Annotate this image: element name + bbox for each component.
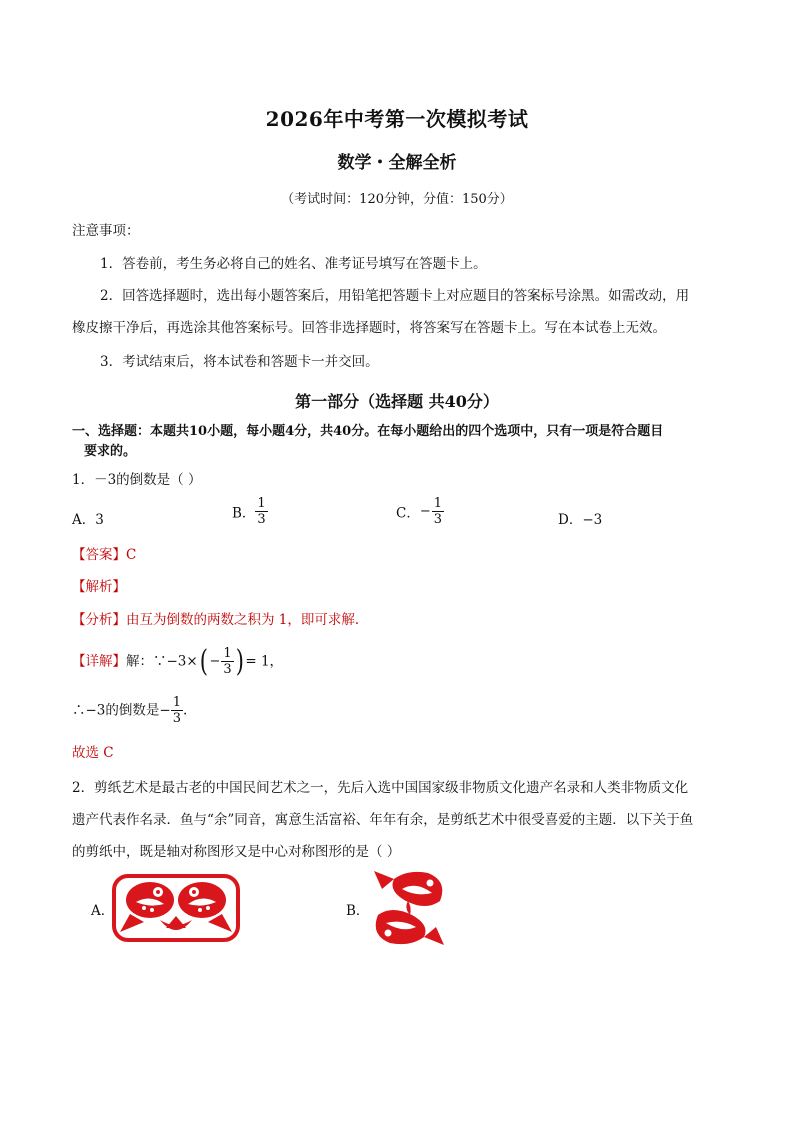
q2-option-a-label: A． bbox=[91, 903, 115, 919]
q1-conclusion bbox=[72, 695, 187, 726]
notice-item-1: 1．答卷前，考生务必将自己的姓名、准考证号填写在答题卡上。 bbox=[100, 256, 487, 272]
q1-option-a-label: A． bbox=[72, 512, 96, 528]
fraction-denominator: 3 bbox=[223, 662, 232, 677]
fraction-denominator: 3 bbox=[433, 512, 443, 527]
notice-item-2-line2: 橡皮擦干净后，再选涂其他答案标号。回答非选择题时，将答案写在答题卡上。写在本试卷上无效。 bbox=[72, 320, 666, 336]
fenxi-tag: 【分析】 bbox=[72, 612, 126, 628]
q1-option-a bbox=[72, 508, 104, 528]
conclusion-fraction bbox=[171, 695, 183, 726]
notice-item-3: 3．考试结束后，将本试卷和答题卡一并交回。 bbox=[100, 354, 379, 370]
q2-option-b-label: B． bbox=[346, 903, 370, 919]
q2-line1: 2．剪纸艺术是最古老的中国民间艺术之一，先后入选中国国家级非物质文化遗产名录和人类非物质文化 bbox=[72, 780, 689, 796]
q1-analysis-tag: 【解析】 bbox=[72, 579, 126, 595]
conclusion-prefix: ∴−3的倒数是− bbox=[72, 702, 171, 719]
q1-option-d-label: D． bbox=[558, 512, 583, 528]
notice-item-2-line1: 2．回答选择题时，选出每小题答案后，用铅笔把答题卡上对应题目的答案标号涂黑。如需改动，用 bbox=[100, 288, 690, 304]
detail-suffix: = 1， bbox=[245, 653, 284, 670]
papercut-fish-pair-image bbox=[110, 872, 242, 944]
section-intro-line1: 一、选择题：本题共10小题，每小题4分，共40分。在每小题给出的四个选项中，只有一项是符合题目 bbox=[72, 424, 664, 439]
minus-sign: − bbox=[419, 504, 431, 519]
answer-value: C bbox=[126, 547, 137, 563]
q1-answer bbox=[72, 545, 136, 565]
answer-tag: 【答案】 bbox=[72, 547, 126, 563]
q1-option-c-label: C． bbox=[396, 505, 420, 522]
section-heading: 第一部分（选择题 共40分） bbox=[295, 392, 499, 411]
q1-choice: 故选 C bbox=[72, 745, 114, 761]
q1-option-b-fraction bbox=[255, 496, 267, 527]
q1-option-d bbox=[558, 508, 602, 528]
q1-option-b bbox=[232, 496, 268, 527]
fraction-numerator: 1 bbox=[172, 695, 181, 710]
page-title: 2026年中考第一次模拟考试 bbox=[265, 107, 529, 131]
page-subtitle: 数学・全解全析 bbox=[337, 153, 457, 173]
detail-tag: 【详解】 bbox=[72, 653, 126, 670]
fraction-numerator: 1 bbox=[257, 496, 266, 511]
section-intro-line2: 要求的。 bbox=[84, 444, 137, 459]
q2-line3: 的剪纸中，既是轴对称图形又是中心对称图形的是（ ） bbox=[72, 844, 401, 860]
papercut-twin-fish-image bbox=[368, 867, 450, 949]
q1-option-c bbox=[396, 496, 444, 527]
q1-detail bbox=[72, 643, 284, 679]
exam-meta: （考试时间：120分钟，分值：150分） bbox=[281, 192, 513, 207]
fraction-denominator: 3 bbox=[172, 711, 181, 726]
q1-option-c-fraction bbox=[432, 496, 444, 527]
fraction-numerator: 1 bbox=[433, 496, 443, 511]
conclusion-end: . bbox=[183, 702, 188, 719]
right-paren: ) bbox=[235, 643, 244, 679]
q1-fenxi bbox=[72, 610, 368, 630]
fraction-numerator: 1 bbox=[223, 646, 232, 661]
fenxi-text: 由互为倒数的两数之积为 1，即可求解． bbox=[126, 612, 369, 628]
detail-prefix: 解：∵−3× bbox=[126, 653, 198, 670]
q1-stem: 1．－3的倒数是（ ） bbox=[72, 472, 202, 488]
fraction-denominator: 3 bbox=[257, 512, 266, 527]
q2-line2: 遗产代表作名录．鱼与“余”同音，寓意生活富裕、年年有余，是剪纸艺术中很受喜爱的主题．以下关于鱼 bbox=[72, 812, 694, 828]
notice-heading: 注意事项： bbox=[72, 223, 140, 239]
left-paren: ( bbox=[199, 643, 208, 679]
q1-option-d-value: −3 bbox=[582, 512, 603, 528]
detail-fraction bbox=[221, 646, 233, 677]
q1-option-a-value: 3 bbox=[95, 512, 104, 528]
q1-option-b-label: B． bbox=[232, 505, 256, 522]
minus-sign: − bbox=[209, 653, 221, 669]
